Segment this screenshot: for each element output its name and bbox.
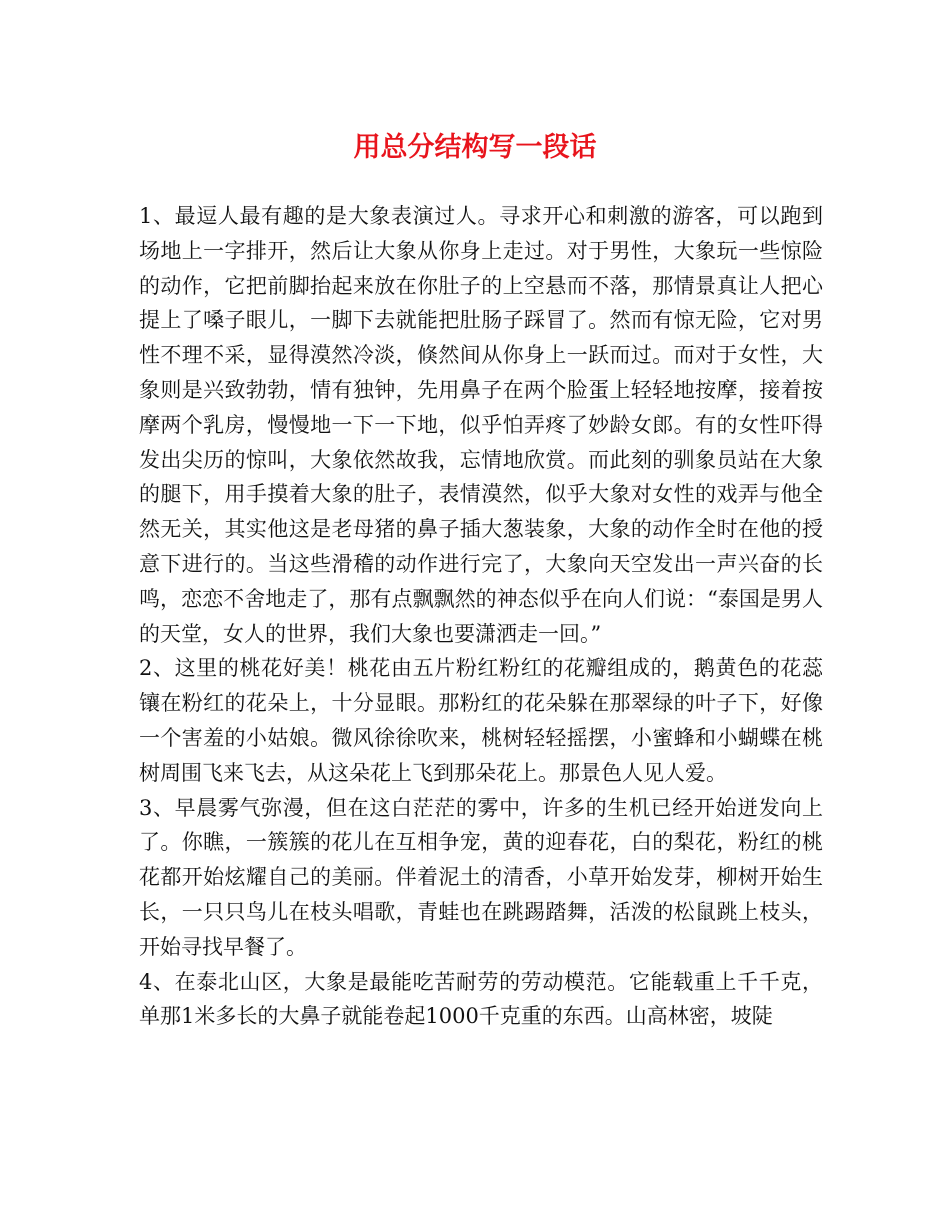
paragraph-4: 4、在泰北山区，大象是最能吃苦耐劳的劳动模范。它能载重上千千克，单那1米多长的大鼻子就能卷起1000千克重的东西。山高林密，坡陡: [139, 969, 823, 1029]
paragraph-2: 2、这里的桃花好美！桃花由五片粉红粉红的花瓣组成的，鹅黄色的花蕊镶在粉红的花朵上，十分显眼。那粉红的花朵躲在那翠绿的叶子下，好像一个害羞的小姑娘。微风徐徐吹来，桃树轻轻摇摆，小蜜蜂和小蝴蝶在桃树周围飞来飞去，从这朵花上飞到那朵花上。那景色人见人爱。: [139, 656, 823, 785]
document-body: [139, 199, 823, 1034]
paragraph-1: 1、最逗人最有趣的是大象表演过人。寻求开心和刺激的游客，可以跑到场地上一字排开，然后让大象从你身上走过。对于男性，大象玩一些惊险的动作，它把前脚抬起来放在你肚子的上空悬而不落，那情景真让人把心提上了嗓子眼儿，一脚下去就能把肚肠子踩冒了。然而有惊无险，它对男性不理不采，显得漠然冷淡，倏然间从你身上一跃而过。而对于女性，大象则是兴致勃勃，情有独钟，先用鼻子在两个脸蛋上轻轻地按摩，接着按摩两个乳房，慢慢地一下一下地，似乎怕弄疼了妙龄女郎。有的女性吓得发出尖历的惊叫，大象依然故我，忘情地欣赏。而此刻的驯象员站在大象的腿下，用手摸着大象的肚子，表情漠然，似乎大象对女性的戏弄与他全然无关，其实他这是老母猪的鼻子插大葱装象，大象的动作全时在他的授意下进行的。当这些滑稽的动作进行完了，大象向天空发出一声兴奋的长鸣，恋恋不舍地走了，那有点飘飘然的神态似乎在向人们说：“泰国是男人的天堂，女人的世界，我们大象也要潇洒走一回。”: [139, 204, 823, 646]
paragraph-3: 3、早晨雾气弥漫，但在这白茫茫的雾中，许多的生机已经开始迸发向上了。你瞧，一簇簇的花儿在互相争宠，黄的迎春花，白的梨花，粉红的桃花都开始炫耀自己的美丽。伴着泥土的清香，小草开始发芽，柳树开始生长，一只只鸟儿在枝头唱歌，青蛙也在跳踢踏舞，活泼的松鼠跳上枝头，开始寻找早餐了。: [139, 795, 823, 959]
document-title: 用总分结构写一段话: [353, 132, 597, 163]
